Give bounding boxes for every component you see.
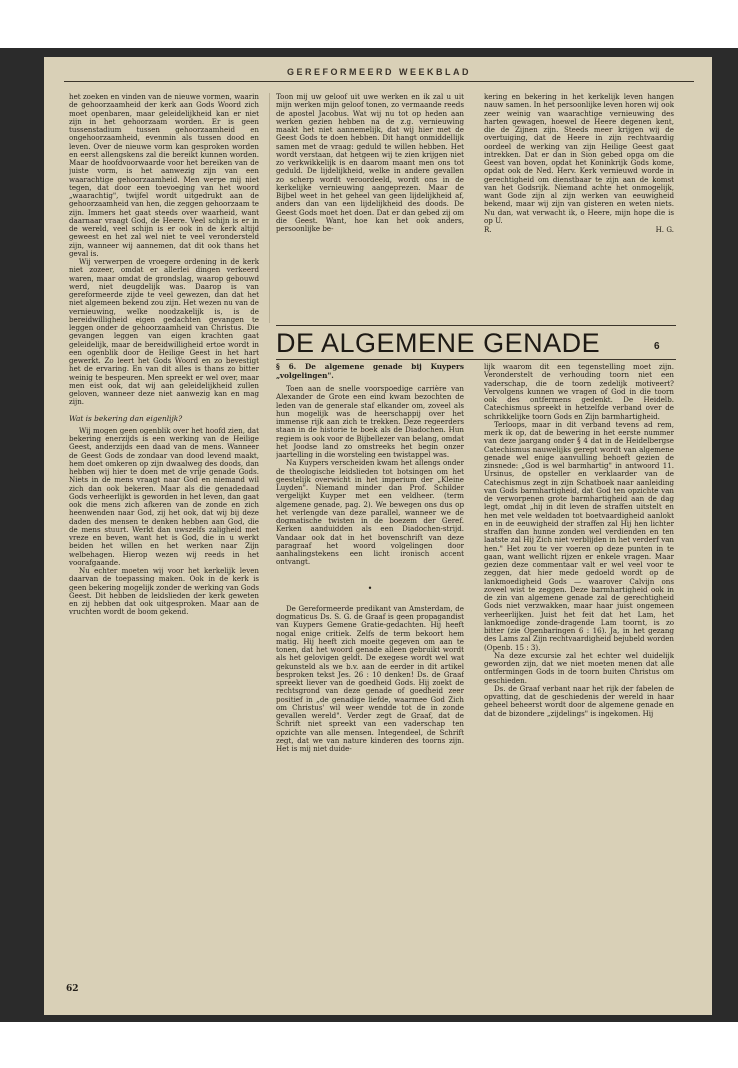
column-1 <box>69 93 259 963</box>
col1-paragraph-1: het zoeken en vinden van de nieuwe vormen, waarin de gehoorzaamheid der kerk aan Gods Woord zich moet openbaren, maar geleidelijkheid kan er niet zijn in het gehoorzaam worden. Er is geen tussenstadium tussen gehoorzaamheid en ongehoorzaamheid, evenmin als tussen dood en leven. Over de nieuwe vorm kan gesproken worden en eerst allengskens zal die bereikt kunnen worden. Maar de hoofdvoorwaarde voor het bereiken van de juiste vorm, is het aanwezig zijn van een waarachtige gehoorzaamheid. Men werpe mij niet tegen, dat door een toevoeging van het woord „waarachtig", twijfel wordt uitgedrukt aan de gehoorzaamheid van hen, die zeggen gehoorzaam te zijn. Immers het gaat steeds over waarheid, want daarnaar vraagt God, de Heere. Veel schijn is er in de wereld, veel schijn is er ook in de kerk altijd geweest en het zal wel niet te veel verondersteld zijn, wanneer wij aannemen, dat dit ook thans het geval is. <box>69 93 259 258</box>
col3-paragraph-2: Terloops, maar in dit verband tevens ad rem, merk ik op, dat de bewering in het eerste nummer van deze jaargang onder § 4 dat in de Heidelbergse Catechismus nauwelijks gerept wordt van algemene genade wel enige aanvulling behoeft gezien de zinsnede: „God is wel barmhartig" in antwoord 11. Ursinus, de opsteller en verklaarder van de Catechismus zegt in zijn Schatboek naar aanleiding van Gods barmhartigheid, dat God ten opzichte van de verworpenen grote barmhartigheid aan de dag legt, omdat „hij in dit leven de straffen uitstelt en hen met vele weldaden tot boetvaardigheid aanlokt en in de eeuwigheid der straffen zal Hij hen lichter straffen dan hunne zonden wel verdienden en ten laatste zal Hij Zich niet verblijden in het verderf van hen." Het zou te ver voeren op deze punten in te gaan, want wellicht rijzen er enkele vragen. Maar gezien deze commentaar valt er wel veel voor te zeggen, dat hier mede gedoeld wordt op de lankmoedigheid Gods — waarover Calvijn ons zoveel wist te zeggen. Deze barmhartigheid ook in de zin van algemene genade zal de gerechtigheid Gods niet verzwakken, maar haar juist ongemeen verheerlijken. Juist het feit dat het Lam, het lankmoedige zonde-dragende Lam toornt, is zo bitter (zie Openbaringen 6 : 16). Ja, in het gezang des Lams zal Zijn rechtvaardigheid bejubeld worden (Openb. 15 : 3). <box>484 419 674 652</box>
article-title: DE ALGEMENE GENADE <box>276 328 601 358</box>
column-divider <box>269 93 270 323</box>
signature-line <box>484 226 674 234</box>
col1-paragraph-2: Wij verwerpen de vroegere ordening in de kerk niet zozeer, omdat er allerlei dingen verkeerd waren, maar omdat de grondslag, waarop gebouwd werd, niet deugdelijk was. Daarop is van gereformeerde zijde te veel gewezen, dan dat het niet algemeen bekend zou zijn. Het wezen nu van de vernieuwing, welke noodzakelijk is, is de bereidwilligheid eigen gedachten gevangen te leggen onder de gehoorzaamheid van Christus. Die gevangen leggen van eigen krachten gaat geleidelijk, maar de bereidwilligheid ertoe wordt in een ogenblik door de Heilige Geest in het hart gewerkt. Zo leert het Gods Woord en zo bevestigt het de ervaring. En van dit alles is thans zo bitter weinig te bespeuren. Men spreekt er wel over, maar men eist ook, dat wij aan geleidelijkheid zullen geloven, wanneer deze niet aanwezig kan en mag zijn. <box>69 257 259 407</box>
signature-left: R. <box>484 225 492 234</box>
col2-paragraph-2: Na Kuypers verscheiden kwam het allengs onder de theologische leidslieden tot botsingen om het geestelijk overwicht in het imperium der „Kleine Luyden". Niemand minder dan Prof. Schilder vergelijkt Kuyper met een veldheer. (term algemene genade, pag. 2). We bewegen ons dus op het verlengde van deze parallel, wanneer we de dogmatische twisten in de boezem der Geref. Kerken aanduidden als een Diadochen-strijd. Vandaar ook dat in het bovenschrift van deze paragraaf het woord volgelingen door aanhalingstekens een licht ironisch accent ontvangt. <box>276 458 464 567</box>
page-number: 62 <box>66 984 79 994</box>
title-rule-bottom <box>276 359 676 360</box>
article-part-number: 6 <box>654 341 660 352</box>
section-separator: • <box>367 583 373 593</box>
col1-paragraph-3: Wij mogen geen ogenblik over het hoofd zien, dat bekering enerzijds is een werking van de Heilige Geest, anderzijds een daad van de mens. Wanneer de Geest Gods de zondaar van dood levend maakt, hem doet omkeren op zijn dwaalweg des doods, dan hebben wij hier te doen met de vrije genade Gods. Niets in de mens vraagt naar God en niemand wil zich dan ook bekeren. Maar als die genadedaad Gods verheerlijkt is geworden in het leven, dan gaat ook die mens zich afkeren van de zonde en zich heenwenden naar God, zij het ook, dat wij bij deze daden des mensen te denken hebben aan God, die de mens stuurt. Werkt dan uwszelfs zaligheid met vreze en beven, want het is God, die in u werkt beiden het willen en het werken naar Zijn welbehagen. Hierop wezen wij reeds in het voorafgaande. <box>69 425 259 567</box>
col2-top-text: Toon mij uw geloof uit uwe werken en ik zal u uit mijn werken mijn geloof tonen, zo vermaande reeds de apostel Jacobus. Wat wij nu tot op heden aan werken gezien hebben na de z.g. vernieuwing maakt het niet aannemelijk, dat wij hier met de Geest Gods te doen hebben. Dit hangt onmiddellijk samen met de vraag: geduld te willen hebben. Het wordt verstaan, dat hetgeen wij te zien krijgen niet zo verkwikkelijk is en daarom maant men ons tot geduld. De lijdelijkheid, welke in andere gevallen zo scherp wordt veroordeeld, wordt ons in de kerkelijke vernieuwing aangeprezen. Maar de Bijbel weet in het geheel van geen lijdelijkheid af, anders dan van een lijdelijkheid des doods. De Geest Gods moet het doen. Dat er dan gebed zij om die Geest. Want, hoe kan het ook anders, persoonlijke be- <box>276 93 464 233</box>
signature-right: H. G. <box>655 225 674 234</box>
newspaper-page <box>44 57 712 1015</box>
col1-subheading: Wat is bekering dan eigenlijk? <box>69 413 183 423</box>
column-2-bottom <box>276 363 464 973</box>
col2-paragraph-1: Toen aan de snelle voorspoedige carrière van Alexander de Grote een eind kwam bezochten de leden van de generale staf elkander om, zoveel als hun mogelijk was de heerschappij over het immense rijk aan zich te trekken. Deze regeerders staan in de historie te boek als de Diadochen. Hun regiem is ook voor de Bijbellezer van belang, omdat het Joodse land zo omstreeks het begin onzer jaartelling in die worsteling een twistappel was. <box>276 384 464 460</box>
column-3-bottom <box>484 363 674 973</box>
col3-paragraph-1: lijk waarom dit een tegenstelling moet zijn. Veronderstelt de verhouding toorn niet een vaderschap, die de toorn zedelijk motiveert? Vervolgens kunnen we vragen of God in die toorn ook des ontfermens gedenkt. De Heidelb. Catechismus spreekt in hetzelfde verband over de schrikkelijke toorn Gods en Zijn barmhartigheid. <box>484 363 674 421</box>
col3-top-text: kering en bekering in het kerkelijk leven hangen nauw samen. In het persoonlijke leven horen wij ook zeer weinig van waarachtige vernieuwing des harten gewagen, hoewel de Heere degenen kent, die de Zijnen zijn. Steeds meer krijgen wij de overtuiging, dat de Heere in zijn rechtvaardig oordeel de werking van zijn Heilige Geest gaat intrekken. Dat er dan in Sion gebed opga om die Geest van boven, opdat het Koninkrijk Gods kome, opdat ook de Ned. Herv. Kerk vernieuwd worde in gerechtigheid om dienstbaar te zijn aan de komst van het Godsrijk. Niemand achte het onmogelijk, want Gode zijn al zijn werken van eeuwigheid bekend, maar wij zijn van gisteren en weten niets. Nu dan, wat verwacht ik, o Heere, mijn hope die is op U. <box>484 93 674 225</box>
col2-paragraph-3: De Gereformeerde predikant van Amsterdam, de dogmaticus Ds. S. G. de Graaf is geen propagandist van Kuypers Gemene Gratie-gedachten. Hij heeft nogal enige critiek. Zelfs de term bekoort hem matig. Hij heeft zich moeite gegeven om aan te tonen, dat het woord genade alleen gebruikt wordt als het gelovigen geldt. De exegese wordt wel wat gekunsteld als we b.v. aan de eerder in dit artikel besproken tekst Jes. 26 : 10 denken! Ds. de Graaf spreekt liever van de goedheid Gods. Hij zoekt de rechtsgrond van deze genade of goedheid zeer positief in „de genadige liefde, waarmee God Zich om Christus' wil weer wendde tot de in zonde gevallen wereld". Verder zegt de Graaf, dat de Schrift niet spreekt van een vaderschap ten opzichte van alle mensen. Integendeel, de Schrift zegt, dat we van nature kinderen des toorns zijn. Het is mij niet duide- <box>276 603 464 754</box>
column-2-top <box>276 93 464 321</box>
title-rule-top <box>276 325 676 326</box>
col1-paragraph-4: Nu echter moeten wij voor het kerkelijk leven daarvan de toepassing maken. Ook in de kerk is geen bekering mogelijk zonder de werking van Gods Geest. Dit hebben de leidslieden der kerk geweten en zij hebben dat ook uitgesproken. Maar aan de vruchten wordt de boom gekend. <box>69 566 259 617</box>
section-heading: § 6. De algemene genade bij Kuypers „volgelingen". <box>276 363 464 380</box>
col3-paragraph-3: Na deze excursie zal het echter wel duidelijk geworden zijn, dat we niet moeten menen dat alle ontfermingen Gods in de toorn buiten Christus om geschieden. <box>484 650 674 685</box>
column-3-top <box>484 93 674 325</box>
col3-paragraph-4: Ds. de Graaf verbant naar het rijk der fabelen de opvatting, dat de geschiedenis der wereld in haar geheel beheerst wordt door de algemene genade en dat de bizondere „zijdelings" is ingekomen. Hij <box>484 683 674 718</box>
running-header: GEREFORMEERD WEEKBLAD <box>64 67 694 82</box>
